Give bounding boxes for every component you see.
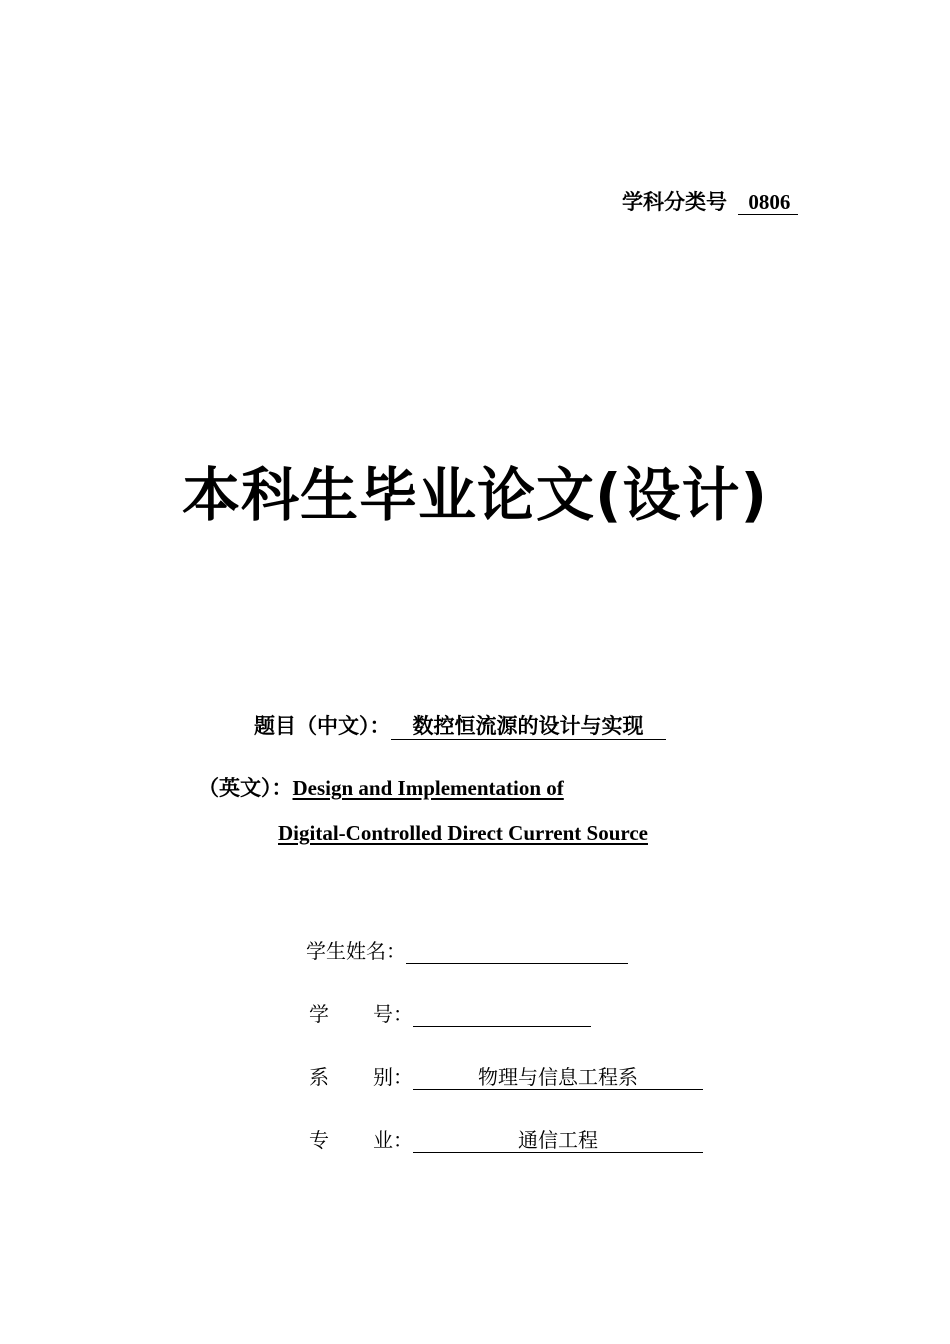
thesis-heading: 本科生毕业论文(设计) [181,461,769,529]
student-name-row [306,935,628,964]
title-chinese-label: 题目（中文）： [254,714,391,738]
department-field: 物理与信息工程系 [413,1065,703,1090]
major-field: 通信工程 [413,1128,703,1153]
title-chinese-row [254,710,666,740]
department-label-b: 别： [373,1065,413,1089]
student-id-row [309,998,591,1027]
student-name-label: 学生姓名： [306,939,406,963]
title-english-label: （英文）： [198,776,293,800]
student-id-field [413,1002,591,1027]
title-english-line1: Design and Implementation of [292,776,564,800]
classification-value: 0806 [738,190,798,215]
subject-classification [622,186,798,216]
student-id-label-b: 号： [373,1002,413,1026]
department-row [309,1061,703,1090]
major-row [309,1124,703,1153]
title-english-line2: Digital-Controlled Direct Current Source [278,821,648,845]
major-label-b: 业： [373,1128,413,1152]
title-chinese-value: 数控恒流源的设计与实现 [391,713,666,740]
student-id-label-a: 学 [309,1002,329,1026]
classification-label: 学科分类号 [622,190,727,214]
department-label-a: 系 [309,1065,329,1089]
student-name-field [406,939,628,964]
title-english-row [198,772,570,802]
major-label-a: 专 [309,1128,329,1152]
